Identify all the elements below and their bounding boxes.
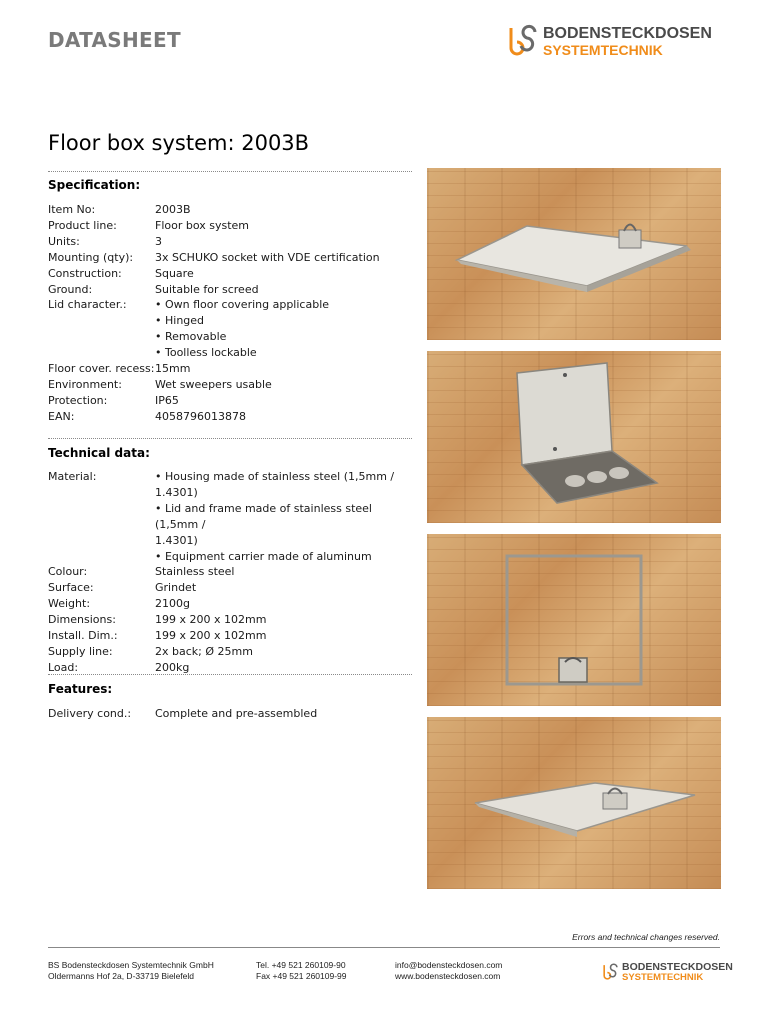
specification-list xyxy=(48,202,418,425)
spec-label: Environment: xyxy=(48,377,122,391)
spec-row xyxy=(48,218,418,234)
contact-info xyxy=(395,960,502,982)
spec-row xyxy=(48,313,418,329)
divider xyxy=(48,674,412,675)
divider xyxy=(48,438,412,439)
spec-value: 2100g xyxy=(155,597,190,611)
spec-value: Square xyxy=(155,266,194,280)
spec-value: 2x back; Ø 25mm xyxy=(155,644,253,658)
spec-value: IP65 xyxy=(155,393,179,407)
spec-value: 3 xyxy=(155,234,162,248)
spec-value: 4058796013878 xyxy=(155,409,246,423)
spec-value: • Toolless lockable xyxy=(155,346,257,360)
bs-logo-icon xyxy=(505,24,539,58)
spec-label: Product line: xyxy=(48,218,117,232)
features-heading: Features: xyxy=(48,682,113,696)
spec-label: Item No: xyxy=(48,203,96,216)
company-info xyxy=(48,960,214,982)
spec-value: • Housing made of stainless steel (1,5mm / xyxy=(155,470,395,483)
specification-heading: Specification: xyxy=(48,178,141,192)
spec-row xyxy=(48,533,418,549)
spec-row xyxy=(48,612,418,628)
spec-row xyxy=(48,580,418,596)
spec-row xyxy=(48,297,418,313)
spec-label: Mounting (qty): xyxy=(48,250,134,264)
spec-value: • Hinged xyxy=(155,314,205,328)
brand-name-line2: SYSTEMTECHNIK xyxy=(543,41,663,58)
spec-row xyxy=(48,377,418,393)
product-photo-flush-closed xyxy=(427,717,721,889)
spec-row xyxy=(48,485,418,501)
spec-value: 199 x 200 x 102mm xyxy=(155,629,267,643)
website-link[interactable]: www.bodensteckdosen.com xyxy=(395,971,501,981)
spec-label: Weight: xyxy=(48,597,91,611)
datasheet-label: DATASHEET xyxy=(48,28,181,52)
disclaimer-note: Errors and technical changes reserved. xyxy=(572,932,720,942)
spec-label: Ground: xyxy=(48,282,93,296)
spec-label xyxy=(48,533,155,549)
spec-row xyxy=(48,596,418,612)
technical-list xyxy=(48,469,418,676)
product-photo-top-view xyxy=(427,534,721,706)
spec-row xyxy=(48,234,418,250)
spec-value: Complete and pre-assembled xyxy=(155,707,318,720)
spec-value: • Own floor covering applicable xyxy=(155,298,330,312)
spec-value: Floor box system xyxy=(155,218,250,232)
spec-value: 200kg xyxy=(155,660,190,674)
spec-label xyxy=(48,345,155,361)
spec-value: Stainless steel xyxy=(155,565,235,579)
spec-label: EAN: xyxy=(48,409,75,423)
phone-number: Tel. +49 521 260109-90 xyxy=(256,960,346,970)
spec-value: 1.4301) xyxy=(155,533,198,547)
spec-label: Install. Dim.: xyxy=(48,629,118,643)
spec-value: Wet sweepers usable xyxy=(155,377,272,391)
spec-row xyxy=(48,409,418,425)
spec-label: Floor cover. recess: xyxy=(48,362,155,376)
product-photo-lid-closed xyxy=(427,168,721,340)
spec-row xyxy=(48,706,418,722)
spec-row xyxy=(48,549,418,565)
spec-value: • Lid and frame made of stainless steel (1,5mm / xyxy=(155,501,372,531)
footer-brand-logo xyxy=(601,962,733,982)
spec-label xyxy=(48,313,155,329)
spec-row xyxy=(48,250,418,266)
spec-row xyxy=(48,469,418,485)
divider xyxy=(48,171,412,172)
spec-label: Dimensions: xyxy=(48,613,116,627)
spec-row xyxy=(48,282,418,298)
spec-row xyxy=(48,501,418,533)
spec-row xyxy=(48,361,418,377)
technical-heading: Technical data: xyxy=(48,446,150,460)
spec-label xyxy=(48,329,155,345)
brand-name-line1: BODENSTECKDOSEN xyxy=(543,24,712,42)
email-link[interactable]: info@bodensteckdosen.com xyxy=(395,960,503,970)
spec-row xyxy=(48,202,418,218)
spec-label: Lid character.: xyxy=(48,298,127,312)
spec-label xyxy=(48,485,155,501)
spec-label: Surface: xyxy=(48,581,94,595)
company-address: Oldermanns Hof 2a, D-33719 Bielefeld xyxy=(48,971,194,981)
spec-value: Grindet xyxy=(155,581,197,595)
bs-logo-icon xyxy=(601,963,619,981)
spec-row xyxy=(48,266,418,282)
page-title: Floor box system: 2003B xyxy=(48,131,310,155)
spec-label: Protection: xyxy=(48,393,108,407)
spec-value: 3x SCHUKO socket with VDE certification xyxy=(155,250,380,264)
spec-value: 2003B xyxy=(155,203,191,216)
spec-label: Supply line: xyxy=(48,644,113,658)
spec-label: Delivery cond.: xyxy=(48,707,132,720)
phone-info xyxy=(256,960,347,982)
brand-logo xyxy=(505,24,712,58)
spec-row xyxy=(48,329,418,345)
spec-value: 199 x 200 x 102mm xyxy=(155,613,267,627)
spec-value: • Removable xyxy=(155,330,227,344)
product-photo-lid-open xyxy=(427,351,721,523)
spec-label xyxy=(48,549,155,565)
spec-row xyxy=(48,564,418,580)
spec-value: Suitable for screed xyxy=(155,282,259,296)
spec-label: Load: xyxy=(48,660,79,674)
footer-divider xyxy=(48,947,720,948)
spec-value: 15mm xyxy=(155,362,191,376)
company-name: BS Bodensteckdosen Systemtechnik GmbH xyxy=(48,960,214,970)
spec-label: Colour: xyxy=(48,565,88,579)
spec-label xyxy=(48,501,155,533)
footer-brand-line2: SYSTEMTECHNIK xyxy=(622,971,704,983)
footer-brand-line1: BODENSTECKDOSEN xyxy=(622,961,733,973)
spec-value: • Equipment carrier made of aluminum xyxy=(155,549,372,563)
spec-value: 1.4301) xyxy=(155,485,198,499)
spec-row xyxy=(48,644,418,660)
spec-row xyxy=(48,628,418,644)
fax-number: Fax +49 521 260109-99 xyxy=(256,971,347,981)
spec-row xyxy=(48,393,418,409)
spec-row xyxy=(48,345,418,361)
features-list xyxy=(48,706,418,722)
spec-label: Construction: xyxy=(48,266,122,280)
spec-label: Units: xyxy=(48,234,80,248)
spec-label: Material: xyxy=(48,470,97,483)
